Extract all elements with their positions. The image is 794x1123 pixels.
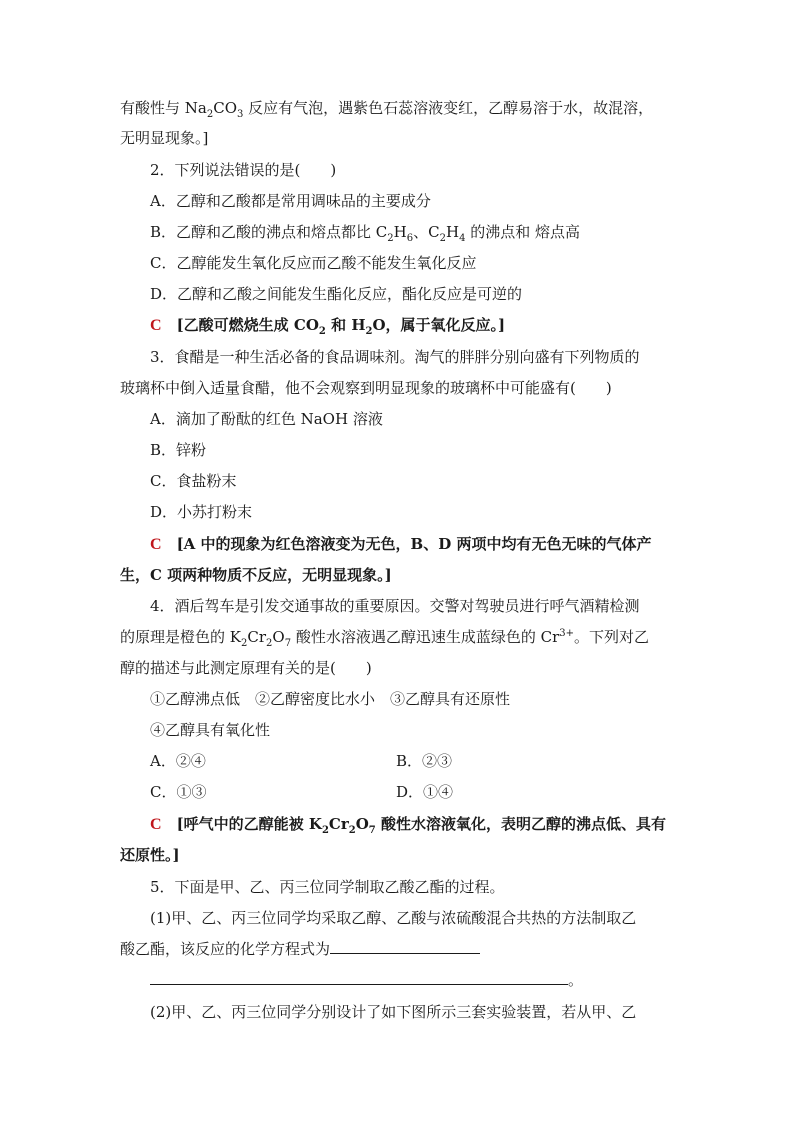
text-line: 无明显现象。] [120,129,209,147]
question-5-part-2: (2)甲、乙、丙三位同学分别设计了如下图所示三套实验装置，若从甲、乙 [150,1003,637,1021]
question-3-line-2: 玻璃杯中倒入适量食醋，他不会观察到明显现象的玻璃杯中可能盛有( ) [120,379,612,397]
question-5-part-1-line-3: 。 [150,970,583,990]
question-3-option-a: A．滴加了酚酞的红色 NaOH 溶液 [150,410,383,428]
question-2-option-a: A．乙醇和乙酸都是常用调味品的主要成分 [150,192,431,210]
answer-blank[interactable] [330,939,480,954]
answer-blank-2[interactable] [150,970,568,985]
answer-2: C [乙酸可燃烧生成 $CO_2$ 和 $H_2O$，属于氧化反应。] [150,316,506,337]
question-3-option-d: D．小苏打粉末 [150,503,253,521]
question-3: 3．食醋是一种生活必备的食品调味剂。淘气的胖胖分别向盛有下列物质的 [150,348,640,366]
answer-3-line-2: 生，C 项两种物质不反应，无明显现象。] [120,566,392,584]
question-4-line-2: 的原理是橙色的 $K_2Cr_2O_7$ 酸性水溶液遇乙醇迅速生成蓝绿色的 $Cr^{3+}$。下列对乙 [120,628,650,649]
question-3-option-c: C．食盐粉末 [150,472,237,490]
question-4-option-d: D．①④ [396,783,454,801]
question-4: 4．酒后驾车是引发交通事故的重要原因。交警对驾驶员进行呼气酒精检测 [150,597,640,615]
question-4-option-c: C．①③ [150,783,207,801]
question-5-part-1: (1)甲、乙、丙三位同学均采取乙醇、乙酸与浓硫酸混合共热的方法制取乙 [150,909,637,927]
text-line: 有酸性与 $Na_2CO_3$ 反应有气泡，遇紫色石蕊溶液变红，乙醇易溶于水，故混溶， [120,99,654,120]
question-3-option-b: B．锌粉 [150,441,207,459]
question-2: 2．下列说法错误的是( ) [150,161,337,179]
question-4-statements-2: ④乙醇具有氧化性 [150,721,271,739]
question-4-option-a: A．②④ [150,752,206,770]
question-2-option-b: B．乙醇和乙酸的沸点和熔点都比 $C_2H_6$、$C_2H_4$ 的沸点和 熔点高 [150,223,580,244]
answer-3: C [A 中的现象为红色溶液变为无色，B、D 两项中均有无色无味的气体产 [150,535,652,553]
question-5-part-1-line-2: 酸乙酯，该反应的化学方程式为 [120,939,480,959]
question-4-statements: ①乙醇沸点低 ②乙醇密度比水小 ③乙醇具有还原性 [150,690,511,708]
question-2-option-d: D．乙醇和乙酸之间能发生酯化反应，酯化反应是可逆的 [150,285,523,303]
answer-4-line-2: 还原性。] [120,846,180,864]
answer-4: C [呼气中的乙醇能被 $K_2Cr_2O_7$ 酸性水溶液氧化，表明乙醇的沸点低、具有 [150,815,666,836]
question-4-line-3: 醇的描述与此测定原理有关的是( ) [120,659,372,677]
question-2-option-c: C．乙醇能发生氧化反应而乙酸不能发生氧化反应 [150,254,477,272]
question-4-option-b: B．②③ [396,752,453,770]
question-5: 5．下面是甲、乙、丙三位同学制取乙酸乙酯的过程。 [150,878,505,896]
